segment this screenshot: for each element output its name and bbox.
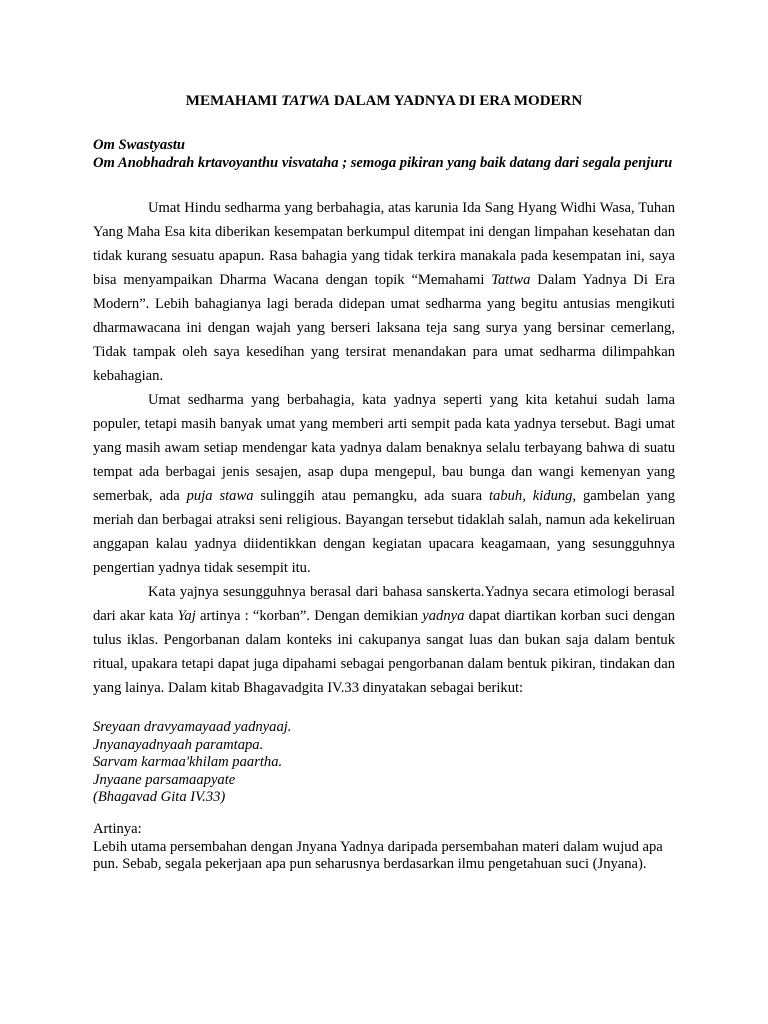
verse-line: Jnyaane parsamaapyate: [93, 771, 236, 788]
sanskrit-verse: [93, 719, 291, 807]
p3-italic-term-1: Yaj: [177, 608, 196, 624]
p1-text-a: Umat Hindu sedharma yang berbahagia, atas karunia Ida Sang Hyang Widhi Wasa, Tuhan Yang Maha Esa kita diberikan kesempatan berkumpul ditempat ini dengan limpahan kesehatan dan tidak kurang sesuatu apapun. Rasa bahagia yang tidak terkira manakala pada kesempatan ini, saya bisa menyampaikan Dharma Wacana dengan topik “Memahami: [93, 200, 675, 288]
meaning-text: Lebih utama persembahan dengan Jnyana Yadnya daripada persembahan materi dalam wujud apa pun. Sebab, segala pekerjaan apa pun seharusnya berdasarkan ilmu pengetahuan suci (Jnyana).: [93, 838, 663, 872]
p2-text-a: Umat sedharma yang berbahagia, kata yadnya seperti yang kita ketahui sudah lama populer, tetapi masih banyak umat yang memberi arti sempit pada kata yadnya tersebut. Bagi umat yang masih awam setiap mendengar kata yadnya dalam benaknya selalu terbayang bahwa di suatu tempat ada berbagai jenis sesajen, asap dupa mengepul, bau bunga dan wangi kemenyan yang semerbak, ada: [93, 392, 675, 504]
verse-meaning: [93, 821, 675, 874]
title-italic-word: TATWA: [281, 93, 331, 109]
paragraph-3: [93, 580, 675, 700]
meaning-heading: Artinya:: [93, 821, 142, 837]
p3-text-a: Kata yajnya sesungguhnya berasal dari bahasa sanskerta.Yadnya secara etimologi berasal dari akar kata: [93, 584, 675, 624]
p1-italic-term: Tattwa: [491, 272, 531, 288]
document-title: [0, 93, 768, 110]
paragraph-1: [93, 196, 675, 388]
p3-text-e: dapat diartikan korban suci dengan tulus iklas. Pengorbanan dalam konteks ini cakupanya sangat luas dan bukan saja dalam bentuk ritual, upakara tetapi dapat juga dipahami sebagai pengorbanan dalam bentuk pikiran, tindakan dan yang lainya. Dalam kitab Bhagavadgita IV.33 dinyatakan sebagai berikut:: [93, 608, 675, 696]
title-post: DALAM YADNYA DI ERA MODERN: [330, 93, 583, 109]
opening-greeting: [93, 136, 675, 172]
p1-text-c: Dalam Yadnya Di Era Modern”. Lebih bahagianya lagi berada didepan umat sedharma yang begitu antusias mengikuti dharmawacana ini dengan wajah yang berseri laksana teja sang surya yang bersinar cemerlang, Tidak tampak oleh saya kesedihan yang tersirat menandakan para umat sedharma dilimpahkan kebahagian.: [93, 272, 675, 384]
p2-italic-term-1: puja stawa: [186, 488, 254, 504]
body-text: [93, 196, 675, 700]
paragraph-2: [93, 388, 675, 580]
verse-line: Sarvam karmaa'khilam paartha.: [93, 754, 283, 770]
p3-italic-term-2: yadnya: [422, 608, 465, 624]
p3-text-c: artinya : “korban”. Dengan demikian: [195, 608, 423, 624]
p2-text-c: sulinggih atau pemangku, ada suara: [253, 488, 489, 504]
p2-italic-term-2: tabuh, kidung: [488, 488, 573, 504]
p2-text-e: , gambelan yang meriah dan berbagai atraksi seni religious. Bayangan tersebut tidaklah salah, namun ada kekeliruan anggapan kalau yadnya diidentikkan dengan kegiatan upacara keagamaan, yang sesungguhnya pengertian yadnya tidak sesempit itu.: [93, 488, 675, 576]
verse-line: Jnyanayadnyaah paramtapa.: [93, 736, 264, 753]
verse-line: Sreyaan dravyamayaad yadnyaaj.: [93, 719, 292, 735]
verse-citation: (Bhagavad Gita IV.33): [93, 789, 226, 805]
greeting-line-1: Om Swastyastu: [93, 137, 186, 153]
greeting-line-2: Om Anobhadrah krtavoyanthu visvataha ; semoga pikiran yang baik datang dari segala penjuru: [93, 155, 673, 171]
title-pre: MEMAHAMI: [185, 93, 282, 109]
